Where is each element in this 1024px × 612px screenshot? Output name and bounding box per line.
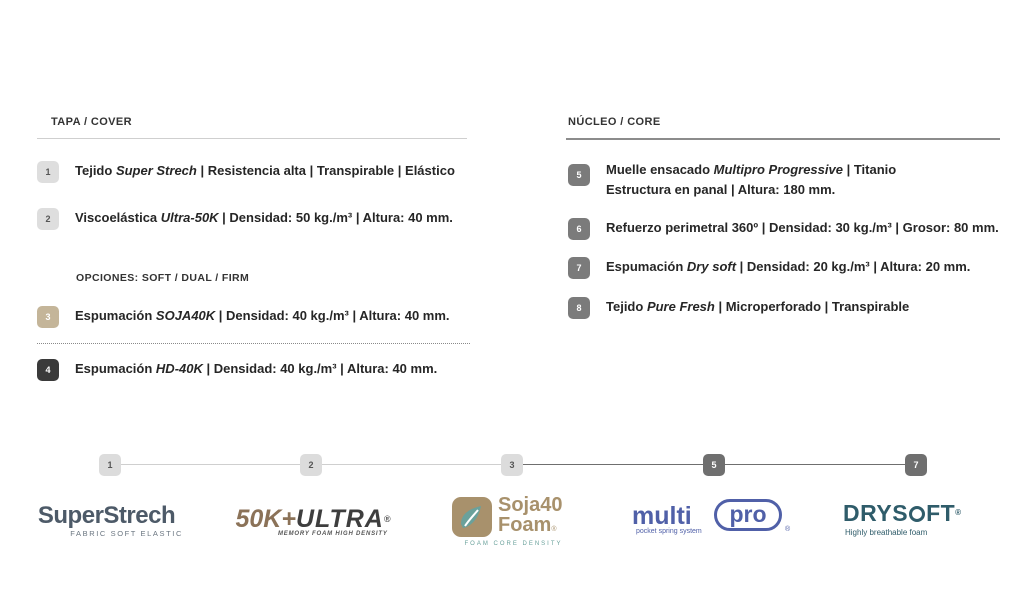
core-item-5 <box>568 160 896 200</box>
item-description: Espumación SOJA40K | Densidad: 40 kg./m³ | Altura: 40 mm. <box>75 308 450 323</box>
item-number-badge: 2 <box>37 208 59 230</box>
item-description: Refuerzo perimetral 360º | Densidad: 30 kg./m³ | Grosor: 80 mm. <box>606 220 999 235</box>
registered-mark: ® <box>383 514 391 524</box>
registered-mark: ® <box>785 526 791 533</box>
item-number-badge: 5 <box>568 164 590 186</box>
timeline-node-7: 7 <box>905 454 927 476</box>
core-item-6 <box>568 218 999 240</box>
ultra-logo-ultra: ULTRA <box>295 505 384 533</box>
timeline-node-2: 2 <box>300 454 322 476</box>
superstrech-logo-tagline: FABRIC SOFT ELASTIC <box>70 529 183 538</box>
soja-logo-line1: Soja40 <box>498 494 563 516</box>
cover-divider <box>37 138 467 139</box>
soja-logo-line2: Foam <box>498 514 552 536</box>
item-description: Espumación Dry soft | Densidad: 20 kg./m³ | Altura: 20 mm. <box>606 259 971 274</box>
cover-item-2 <box>37 208 453 230</box>
item-description: Viscoelástica Ultra-50K | Densidad: 50 kg./m³ | Altura: 40 mm. <box>75 210 453 225</box>
soja-logo <box>449 494 579 552</box>
registered-mark: ® <box>955 508 962 517</box>
multipro-logo <box>632 498 797 540</box>
drysoft-o-icon <box>909 506 925 522</box>
multipro-logo-tagline: pocket spring system <box>636 528 702 535</box>
item-number-badge: 6 <box>568 218 590 240</box>
item-description: Tejido Super Strech | Resistencia alta | Transpirable | Elástico <box>75 163 455 178</box>
multipro-logo-pro: pro <box>729 501 767 527</box>
item-description: Tejido Pure Fresh | Microperforado | Transpirable <box>606 299 910 314</box>
drysoft-logo-ft: FT <box>926 500 956 526</box>
timeline-node-3: 3 <box>501 454 523 476</box>
item-number-badge: 4 <box>37 359 59 381</box>
ultra-logo <box>218 506 408 537</box>
registered-mark: ® <box>551 526 557 533</box>
soja-logo-tagline: FOAM CORE DENSITY <box>464 541 563 547</box>
soja-leaf-icon <box>451 496 493 538</box>
cover-item-3 <box>37 306 450 328</box>
core-section-title: NÚCLEO / CORE <box>568 116 661 128</box>
timeline-node-5: 5 <box>703 454 725 476</box>
options-title: OPCIONES: SOFT / DUAL / FIRM <box>76 272 250 284</box>
item-description: Espumación HD-40K | Densidad: 40 kg./m³ | Altura: 40 mm. <box>75 361 438 376</box>
item-number-badge: 8 <box>568 297 590 319</box>
item-description: Muelle ensacado Multipro Progressive | Titanio Estructura en panal | Altura: 180 mm. <box>606 162 897 197</box>
item-number-badge: 3 <box>37 306 59 328</box>
core-item-7 <box>568 257 970 279</box>
ultra-logo-50k: 50K <box>235 505 282 533</box>
cover-item-1 <box>37 161 455 183</box>
multipro-logo-pro-pill <box>714 499 782 531</box>
drysoft-logo-tagline: Highly breathable foam <box>845 528 928 537</box>
multipro-logo-multi: multi <box>632 502 692 530</box>
cover-section-title: TAPA / COVER <box>51 116 132 128</box>
cover-item-4 <box>37 359 437 381</box>
superstrech-logo-name: SuperStrech <box>37 502 176 529</box>
core-divider <box>566 138 1000 140</box>
item-number-badge: 7 <box>568 257 590 279</box>
drysoft-logo-drys: DRYS <box>843 500 909 526</box>
superstrech-logo <box>24 503 189 538</box>
drysoft-logo <box>843 500 993 540</box>
plus-icon: + <box>281 505 296 533</box>
timeline-node-1: 1 <box>99 454 121 476</box>
item-number-badge: 1 <box>37 161 59 183</box>
core-item-8 <box>568 297 909 319</box>
ultra-logo-tagline: MEMORY FOAM HIGH DENSITY <box>278 531 388 537</box>
options-divider <box>37 343 470 344</box>
